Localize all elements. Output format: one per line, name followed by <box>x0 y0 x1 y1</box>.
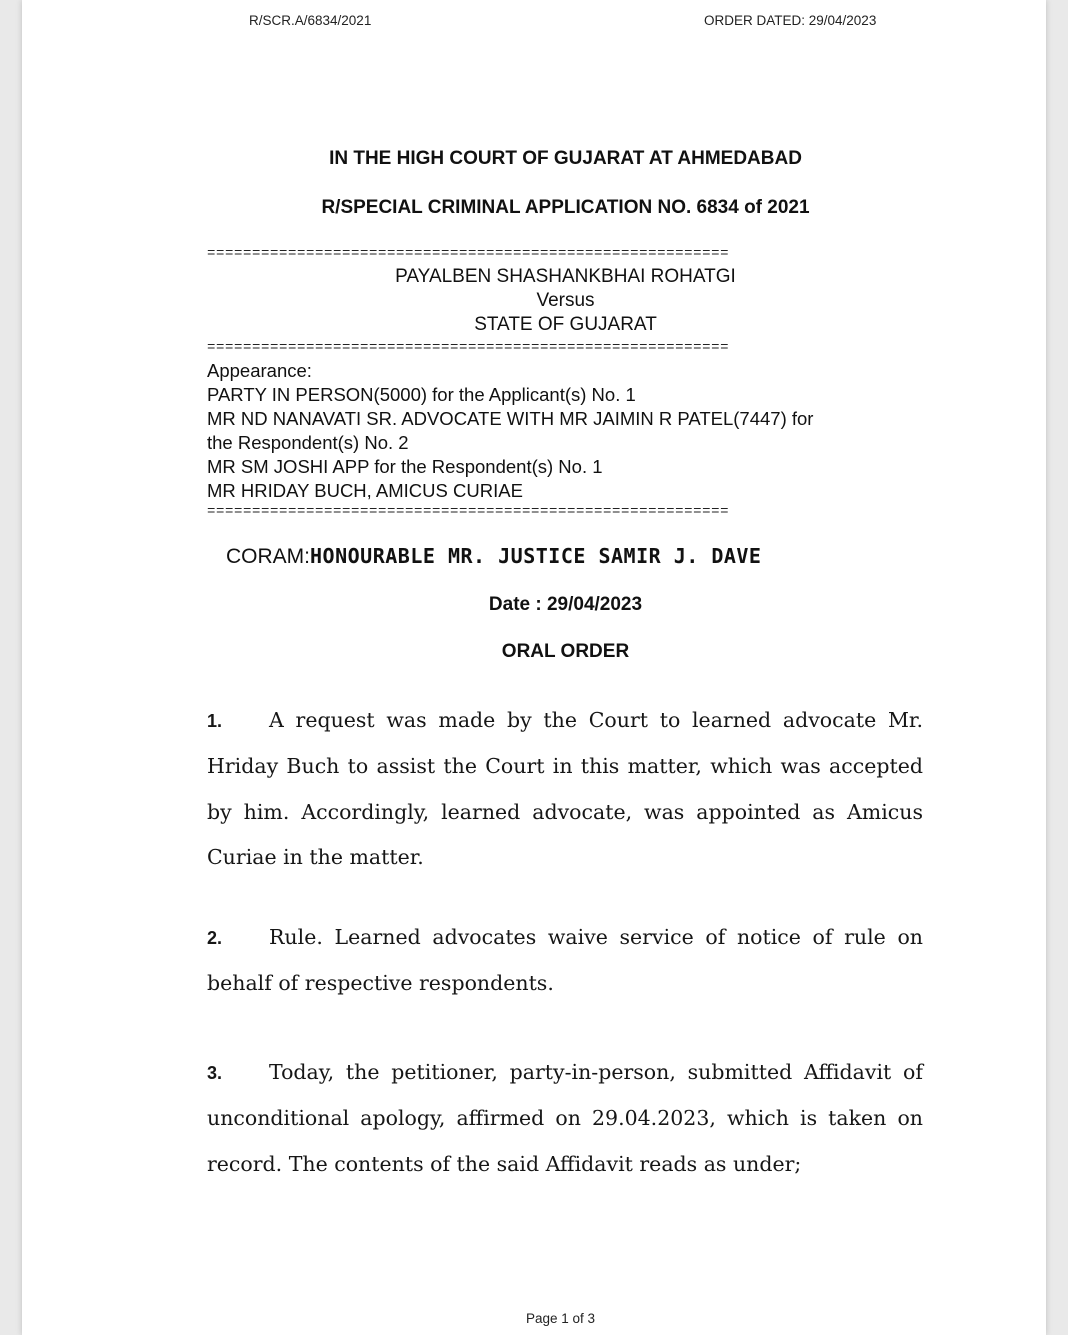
separator-bottom: ========================================================== <box>207 504 730 520</box>
appearance-line: MR HRIDAY BUCH, AMICUS CURIAE <box>207 480 523 501</box>
coram-label: CORAM: <box>226 545 310 568</box>
paragraph <box>207 698 923 880</box>
application-number: R/SPECIAL CRIMINAL APPLICATION NO. 6834 of 2021 <box>321 197 810 218</box>
paragraph-text: Rule. Learned advocates waive service of notice of rule on behalf of respective respondents. <box>207 925 923 996</box>
versus-label: Versus <box>536 290 595 311</box>
paragraph <box>207 1050 923 1187</box>
court-name: IN THE HIGH COURT OF GUJARAT AT AHMEDABAD <box>329 148 802 169</box>
paragraph-text: A request was made by the Court to learned advocate Mr. Hriday Buch to assist the Court in this matter, which was accepted by him. Accordingly, learned advocate, was appointed as Amicus Curiae in the matter. <box>207 708 923 869</box>
header-order-date: ORDER DATED: 29/04/2023 <box>704 13 877 28</box>
appearance-heading: Appearance: <box>207 360 312 381</box>
separator-middle: ========================================================== <box>207 340 730 356</box>
separator-top: ========================================================== <box>207 246 730 262</box>
respondent-name: STATE OF GUJARAT <box>474 314 657 335</box>
paragraph-number: 2. <box>207 928 223 948</box>
page-number: Page 1 of 3 <box>526 1311 596 1326</box>
appearance-line: PARTY IN PERSON(5000) for the Applicant(s) No. 1 <box>207 384 636 405</box>
order-title: ORAL ORDER <box>501 641 630 662</box>
appearance-line: MR SM JOSHI APP for the Respondent(s) No. 1 <box>207 456 603 477</box>
judge-name: HONOURABLE MR. JUSTICE SAMIR J. DAVE <box>310 544 762 568</box>
appearance-line: MR ND NANAVATI SR. ADVOCATE WITH MR JAIMIN R PATEL(7447) for <box>207 408 814 429</box>
coram-line <box>226 544 761 569</box>
appearance-line: the Respondent(s) No. 2 <box>207 432 409 453</box>
paragraph-number: 1. <box>207 711 223 731</box>
order-date: Date : 29/04/2023 <box>488 594 643 615</box>
paragraph <box>207 915 923 1007</box>
paragraph-text: Today, the petitioner, party-in-person, submitted Affidavit of unconditional apology, affirmed on 29.04.2023, which is taken on record. The contents of the said Affidavit reads as under; <box>207 1060 923 1176</box>
paragraph-number: 3. <box>207 1063 223 1083</box>
header-case-ref: R/SCR.A/6834/2021 <box>249 13 372 28</box>
applicant-name: PAYALBEN SHASHANKBHAI ROHATGI <box>395 266 736 287</box>
